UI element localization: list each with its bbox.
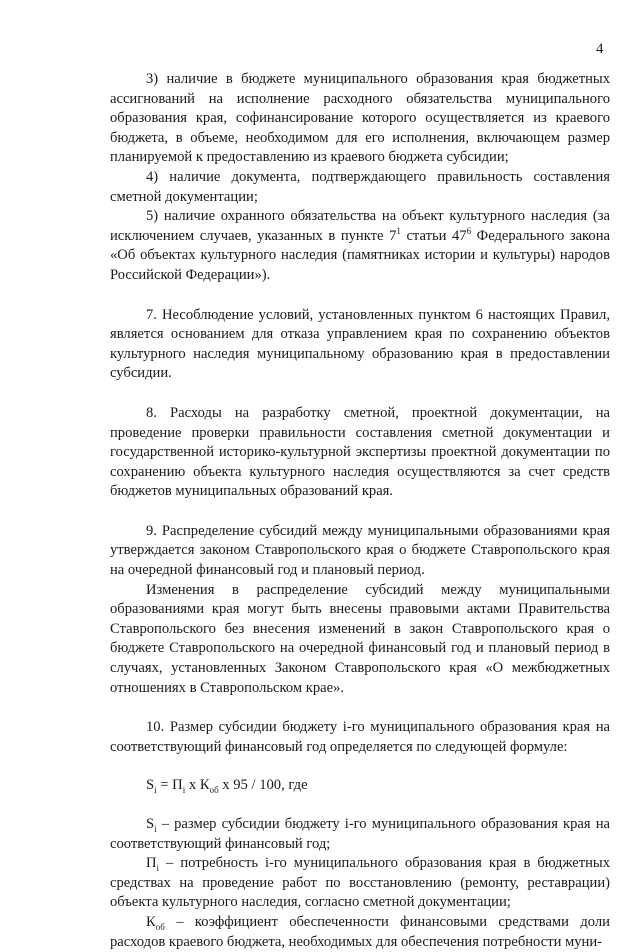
definition-k-symbol: К: [146, 913, 156, 930]
definition-s-sub: i: [154, 823, 157, 834]
superscript-6: 6: [466, 225, 472, 236]
paragraph-condition-5-text-a: 5) наличие охранного обязательства на объект культурного наследия (за исключением случаев, указанных в пункте 7: [110, 208, 610, 244]
paragraph-8: 8. Расходы на разработку сметной, проектной документации, на проведение проверки правильности составления сметной документации и государственной историко-культурной экспертизы проектной документации по сохранению объекта культурного наследия осуществляются за счет средств бюджетов муниципальных образований края.: [110, 404, 610, 500]
paragraph-condition-3: 3) наличие в бюджете муниципального образования края бюджетных ассигнований на исполнение расходного обязательства муниципального образования края, софинансирование которого осуществляется из краевого бюджета, в объеме, необходимом для его исполнения, включающем размер планируемой к предоставлению из краевого бюджета субсидии;: [110, 71, 610, 166]
paragraph-condition-5-text-c: Федерального закона «Об объектах культурного наследия (памятниках истории и культуры) народов Российской Федерации»).: [110, 227, 610, 283]
paragraph-condition-5-text-b: статьи 47: [400, 227, 467, 244]
definition-k-text: – коэффициент обеспеченности финансовыми средствами доли расходов краевого бюджета, необходимых для обеспечения потребности муни-: [110, 913, 610, 950]
formula-eq: = П: [156, 777, 183, 794]
definition-p: [110, 854, 610, 913]
definition-k-sub: об: [155, 921, 165, 932]
formula-s: S: [146, 777, 155, 794]
definition-p-sub: i: [156, 863, 160, 874]
paragraph-condition-5: [110, 207, 610, 285]
definition-p-symbol: П: [146, 855, 157, 872]
formula-rest: х 95 / 100, где: [218, 777, 308, 794]
definition-s: [110, 815, 610, 854]
paragraph-condition-4: 4) наличие документа, подтверждающего правильность составления сметной документации;: [110, 168, 610, 205]
definition-s-text: – размер субсидии бюджету i-го муниципального образования края на соответствующий финансовый год;: [110, 816, 610, 852]
definition-k: [110, 913, 610, 952]
formula-s-sub: i: [154, 785, 157, 796]
subsidy-formula: [110, 776, 610, 796]
paragraph-9-changes: Изменения в распределение субсидий между муниципальными образованиями края могут быть внесены правовыми актами Правительства Ставропольского без внесения изменений в закон Ставропольского края о бюджете Ставропольского на очередной финансовый год и плановый период в случаях, установленных Законом Ставропольского края «О межбюджетных отношениях в Ставропольском крае».: [110, 581, 610, 696]
formula-k-sub: об: [209, 785, 219, 796]
paragraph-10: 10. Размер субсидии бюджету i-го муниципального образования края на соответствующий финансовый год определяется по следующей формуле:: [110, 719, 610, 755]
document-body: [110, 70, 610, 952]
formula-p-sub: i: [182, 785, 186, 796]
definition-p-text: – потребность i-го муниципального образования края в бюджетных средствах на проведение работ по восстановлению (ремонту, реставрации) объекта культурного наследия, согласно сметной документации;: [110, 855, 610, 911]
superscript-1: 1: [396, 225, 401, 236]
paragraph-7: 7. Несоблюдение условий, установленных пунктом 6 настоящих Правил, является основанием для отказа управлением края по сохранению объектов культурного наследия муниципальному образованию края в предоставлении субсидии.: [110, 306, 610, 382]
definition-s-symbol: S: [146, 816, 155, 832]
page-number: 4: [596, 41, 604, 57]
paragraph-9: 9. Распределение субсидий между муниципальными образованиями края утверждается законом Ставропольского края о бюджете Ставропольского края на очередной финансовый год и плановый период.: [110, 522, 610, 579]
formula-x1: х К: [185, 777, 210, 794]
